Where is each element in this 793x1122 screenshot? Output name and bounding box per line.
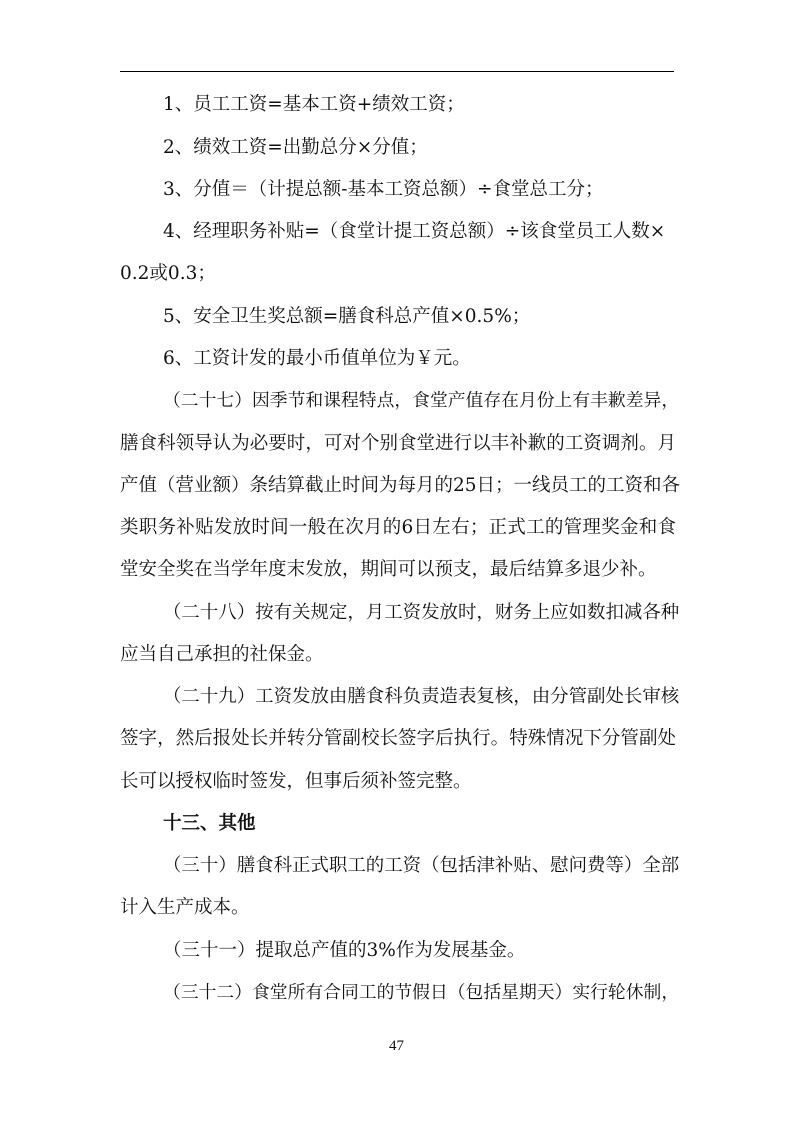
text-line: 6、工资计发的最小币值单位为￥元。 <box>163 348 471 369</box>
text-line: （三十二）食堂所有合同工的节假日（包括星期天）实行轮休制， <box>163 982 680 1003</box>
text-line: 长可以授权临时签发，但事后须补签完整。 <box>120 771 472 792</box>
text-line: 2、绩效工资=出勤总分×分值； <box>163 137 428 158</box>
text-line: 堂安全奖在当学年度末发放，期间可以预支，最后结算多退少补。 <box>120 559 657 580</box>
text-line: 产值（营业额）条结算截止时间为每月的25日；一线员工的工资和各 <box>120 475 681 496</box>
text-line: 类职务补贴发放时间一般在次月的6日左右；正式工的管理奖金和食 <box>120 517 676 538</box>
text-line: 应当自己承担的社保金。 <box>120 644 324 665</box>
text-line: （二十九）工资发放由膳食科负责造表复核，由分管副处长审核 <box>163 686 680 707</box>
text-line: 4、经理职务补贴=（食堂计提工资总额）÷该食堂员工人数× <box>163 221 666 242</box>
text-line: （三十）膳食科正式职工的工资（包括津补贴、慰问费等）全部 <box>163 855 680 876</box>
text-line: 签字，然后报处长并转分管副校长签字后执行。特殊情况下分管副处 <box>120 728 676 749</box>
text-line: 3、分值＝（计提总额-基本工资总额）÷食堂总工分； <box>163 179 604 200</box>
text-line: 膳食科领导认为必要时，可对个别食堂进行以丰补歉的工资调剂。月 <box>120 433 676 454</box>
text-line: （三十一）提取总产值的3%作为发展基金。 <box>163 940 526 961</box>
text-line: 1、员工工资=基本工资+绩效工资； <box>163 94 465 115</box>
section-heading: 十三、其他 <box>163 813 256 834</box>
page-number: 47 <box>389 1038 404 1054</box>
text-line: （二十七）因季节和课程特点，食堂产值存在月份上有丰歉差异， <box>163 390 680 411</box>
text-line: （二十八）按有关规定，月工资发放时，财务上应如数扣减各种 <box>163 602 680 623</box>
text-line: 0.2或0.3； <box>120 263 216 284</box>
header-rule <box>120 71 674 72</box>
text-line: 计入生产成本。 <box>120 897 250 918</box>
text-line: 5、安全卫生奖总额=膳食科总产值×0.5%； <box>163 306 531 327</box>
